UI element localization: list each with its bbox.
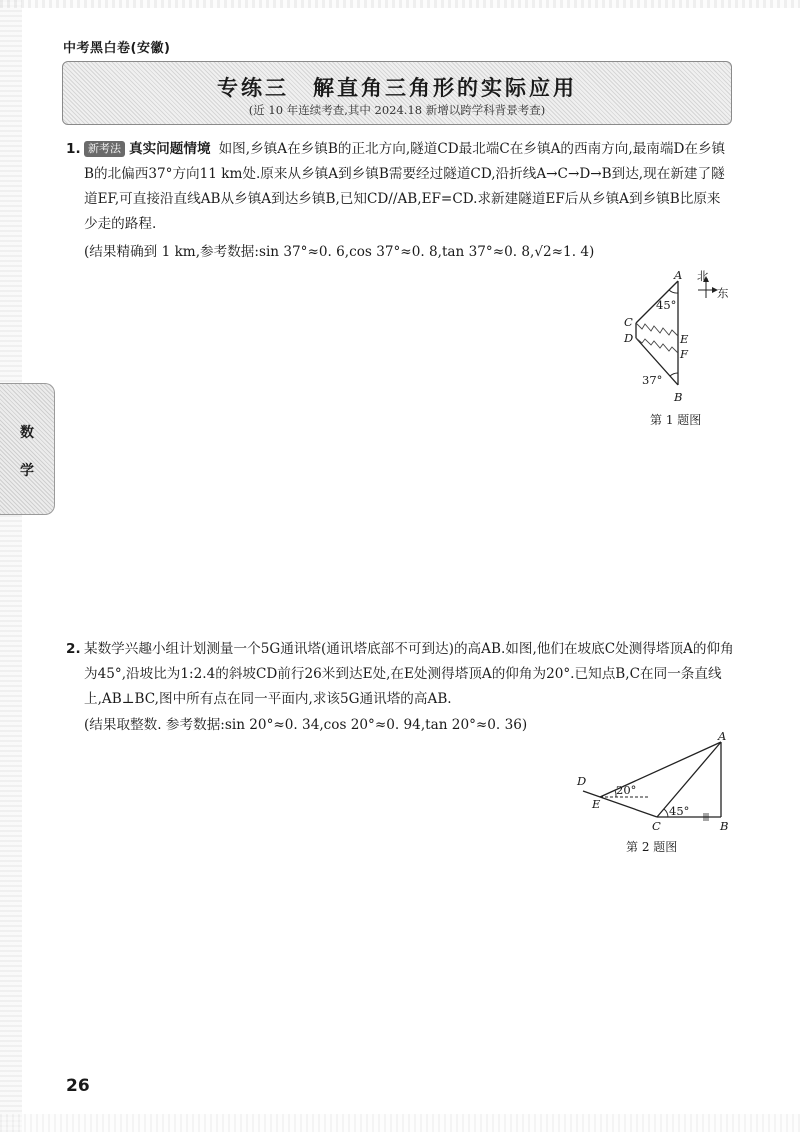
question-2-text: 某数学兴趣小组计划测量一个5G通讯塔(通讯塔底部不可到达)的高AB.如图,他们在坡底C处测得塔顶A的仰角为45°,沿坡比为1:2.4的斜坡CD前行26米到达E处,在E处测得塔顶A的仰角为20°.已知点B,C在同一条直线上,AB⊥BC,图中所有点在同一平面内,求该5G通讯塔的高AB. [84,641,734,707]
page-number: 26 [66,1076,90,1096]
fig1-east: 东 [717,286,729,300]
tunnel-upper-wave [636,323,678,336]
question-1-note: (结果精确到 1 km,参考数据:sin 37°≈0. 6,cos 37°≈0. 8,tan 37°≈0. 8,√2≈1. 4) [84,244,595,260]
question-1-number: 1. [66,141,81,157]
question-2-number: 2. [66,641,81,657]
fig1-label-c: C [624,315,633,329]
fig1-label-e: E [680,332,689,346]
section-subtitle: (近 10 年连续考查,其中 2024.18 新增以跨学科背景考查) [248,103,546,117]
section-title: 专练三 解直角三角形的实际应用 [217,76,577,100]
new-method-badge: 新考法 [84,141,125,157]
question-2 [66,637,734,712]
section-banner [62,61,732,125]
scan-edge-left [0,0,22,1132]
fig2-angle-20: 20° [616,783,637,797]
book-title: 中考黑白卷(安徽) [63,41,171,56]
fig2-label-e: E [592,797,601,811]
fig1-label-d: D [624,331,634,345]
fig1-angle-45: 45° [656,298,677,312]
fig2-label-a: A [718,729,727,743]
scan-edge-top [0,0,800,8]
fig2-label-c: C [652,819,661,833]
question-1-context: 真实问题情境 [129,141,211,157]
subject-tab-char-2: 学 [20,463,34,479]
subject-tab [0,383,55,515]
fig2-angle-45: 45° [669,804,690,818]
angle-arc-c [664,809,668,817]
subject-tab-char-1: 数 [20,425,34,441]
scan-edge-bottom [0,1114,800,1132]
question-2-note: (结果取整数. 参考数据:sin 20°≈0. 34,cos 20°≈0. 94,tan 20°≈0. 36) [84,717,528,733]
fig1-label-f: F [680,347,688,361]
angle-arc-a [669,290,678,293]
figure-2-caption: 第 2 题图 [626,840,678,854]
figure-1-caption: 第 1 题图 [650,413,702,427]
question-1-text: 如图,乡镇A在乡镇B的正北方向,隧道CD最北端C在乡镇A的西南方向,最南端D在乡镇B的北偏西37°方向11 km处.原来从乡镇A到乡镇B需要经过隧道CD,沿折线A→C→D→B到达,现在新建了隧道EF,可直接沿直线AB从乡镇A到达乡镇B,已知CD//AB,EF=CD.求新建隧道EF后从乡镇A到乡镇B比原来少走的路程. [84,141,726,232]
angle-arc-b [670,373,678,376]
fig1-label-b: B [674,390,683,404]
fig1-label-a: A [674,268,683,282]
figure-1 [600,262,740,407]
figure-2 [570,728,740,836]
fig1-angle-37: 37° [642,373,663,387]
fig2-label-d: D [577,774,587,788]
fig2-label-b: B [720,819,729,833]
question-1 [66,137,734,237]
fig1-north: 北 [697,269,709,283]
